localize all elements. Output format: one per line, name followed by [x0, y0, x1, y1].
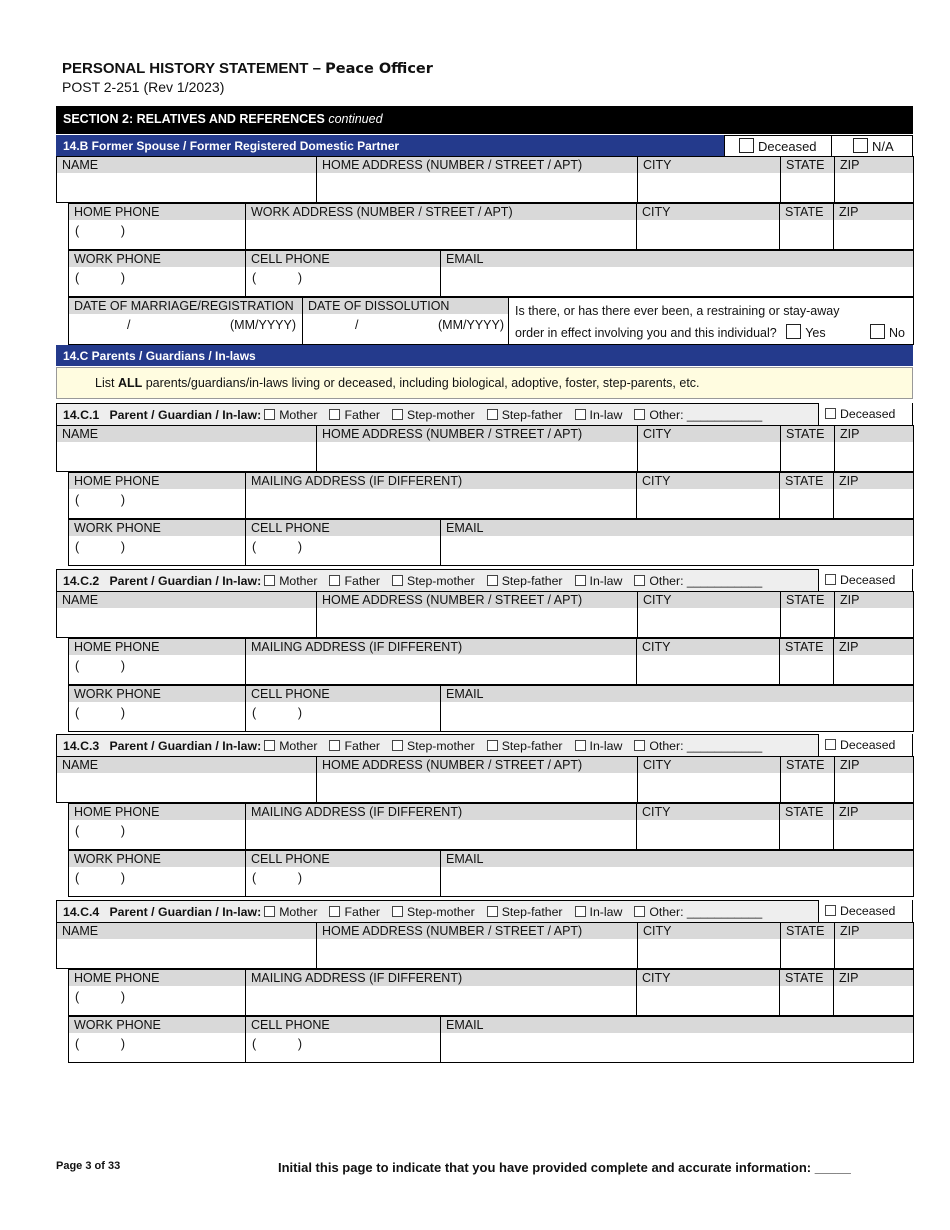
zip-field[interactable]: ZIP — [834, 970, 914, 1016]
checkbox-icon[interactable] — [825, 739, 836, 750]
parent-block-header: 14.C.2 Parent / Guardian / In-law: Mother Father Step-mother Step-father In-law Other: ___________ Deceased — [56, 569, 913, 591]
type-option-3[interactable]: Step-father — [487, 905, 563, 919]
checkbox-icon[interactable] — [264, 740, 275, 751]
checkbox-icon[interactable] — [575, 740, 586, 751]
parent-block-header: 14.C.4 Parent / Guardian / In-law: Mother Father Step-mother Step-father In-law Other: ___________ Deceased — [56, 900, 913, 922]
type-option-4[interactable]: In-law — [575, 739, 623, 753]
mailing-address-field[interactable]: MAILING ADDRESS (IF DIFFERENT) — [246, 804, 637, 850]
type-option-2[interactable]: Step-mother — [392, 739, 475, 753]
state-field[interactable]: STATE — [780, 204, 834, 250]
checkbox-icon[interactable] — [329, 740, 340, 751]
checkbox-icon[interactable] — [575, 575, 586, 586]
parent-row-1 — [56, 922, 914, 969]
city-field[interactable]: CITY — [637, 804, 780, 850]
city-field[interactable]: CITY — [637, 204, 780, 250]
checkbox-icon[interactable] — [575, 906, 586, 917]
type-option-2[interactable]: Step-mother — [392, 905, 475, 919]
date-of-dissolution-field[interactable]: DATE OF DISSOLUTION / (MM/YYYY) — [303, 298, 509, 345]
restraining-yes-option[interactable]: Yes — [786, 326, 825, 340]
mailing-address-field[interactable]: MAILING ADDRESS (IF DIFFERENT) — [246, 639, 637, 685]
type-option-5[interactable]: Other: ___________ — [634, 739, 762, 753]
state-field[interactable]: STATE — [780, 473, 834, 519]
parent-deceased-option[interactable]: Deceased — [818, 734, 912, 756]
email-field[interactable]: EMAIL — [441, 520, 914, 566]
parent-block-header: 14.C.1 Parent / Guardian / In-law: Mother Father Step-mother Step-father In-law Other: ___________ Deceased — [56, 403, 913, 425]
parent-row-3 — [68, 1016, 914, 1063]
type-option-5[interactable]: Other: ___________ — [634, 574, 762, 588]
checkbox-icon[interactable] — [264, 575, 275, 586]
cell-phone-field[interactable]: CELL PHONE ( ) — [246, 686, 441, 732]
state-field[interactable]: STATE — [781, 592, 835, 638]
checkbox-icon[interactable] — [264, 906, 275, 917]
initial-statement[interactable]: Initial this page to indicate that you have provided complete and accurate information: _____ — [278, 1160, 851, 1175]
checkbox-icon[interactable] — [487, 906, 498, 917]
zip-field[interactable]: ZIP — [835, 592, 914, 638]
page-number: Page 3 of 33 — [56, 1160, 121, 1172]
zip-field[interactable]: ZIP — [834, 639, 914, 685]
city-field[interactable]: CITY — [638, 923, 781, 969]
date-of-marriage-field[interactable]: DATE OF MARRIAGE/REGISTRATION / (MM/YYYY) — [69, 298, 303, 345]
home-phone-field[interactable]: HOME PHONE ( ) — [69, 804, 246, 850]
work-phone-field[interactable]: WORK PHONE ( ) — [69, 1017, 246, 1063]
mailing-address-field[interactable]: MAILING ADDRESS (IF DIFFERENT) — [246, 473, 637, 519]
type-option-1[interactable]: Father — [329, 905, 380, 919]
checkbox-icon[interactable] — [634, 409, 645, 420]
zip-field[interactable]: ZIP — [835, 923, 914, 969]
type-option-5[interactable]: Other: ___________ — [634, 408, 762, 422]
checkbox-icon[interactable] — [392, 740, 403, 751]
type-option-2[interactable]: Step-mother — [392, 574, 475, 588]
checkbox-icon[interactable] — [487, 740, 498, 751]
type-option-2[interactable]: Step-mother — [392, 408, 475, 422]
restraining-no-option[interactable]: No — [870, 322, 905, 344]
state-field[interactable]: STATE — [780, 970, 834, 1016]
city-field[interactable]: CITY — [638, 592, 781, 638]
city-field[interactable]: CITY — [637, 639, 780, 685]
work-phone-field[interactable]: WORK PHONE ( ) — [69, 851, 246, 897]
parent-row-3 — [68, 519, 914, 566]
type-option-5[interactable]: Other: ___________ — [634, 905, 762, 919]
checkbox-icon[interactable] — [825, 574, 836, 585]
checkbox-icon[interactable] — [825, 408, 836, 419]
checkbox-icon[interactable] — [786, 324, 801, 339]
checkbox-icon[interactable] — [329, 409, 340, 420]
home-phone-field[interactable]: HOME PHONE ( ) — [69, 204, 246, 250]
spouse-na-option[interactable]: N/A — [853, 138, 894, 154]
parents-section-header: 14.C Parents / Guardians / In-laws — [56, 345, 913, 366]
email-field[interactable]: EMAIL — [441, 251, 914, 297]
checkbox-icon[interactable] — [634, 740, 645, 751]
city-field[interactable]: CITY — [638, 426, 781, 472]
city-field[interactable]: CITY — [637, 970, 780, 1016]
cell-phone-field[interactable]: CELL PHONE ( ) — [246, 1017, 441, 1063]
parents-instruction: List ALL parents/guardians/in-laws living or deceased, including biological, adoptive, foster, step-parents, etc. — [56, 367, 913, 399]
parent-row-1 — [56, 756, 914, 803]
home-phone-field[interactable]: HOME PHONE ( ) — [69, 970, 246, 1016]
checkbox-icon[interactable] — [392, 906, 403, 917]
spouse-row-4 — [68, 297, 914, 345]
type-option-4[interactable]: In-law — [575, 905, 623, 919]
state-field[interactable]: STATE — [781, 157, 835, 203]
parent-row-2 — [68, 803, 914, 850]
cell-phone-field[interactable]: CELL PHONE ( ) — [246, 520, 441, 566]
parent-deceased-option[interactable]: Deceased — [818, 403, 912, 425]
home-phone-field[interactable]: HOME PHONE ( ) — [69, 639, 246, 685]
type-option-4[interactable]: In-law — [575, 574, 623, 588]
cell-phone-field[interactable]: CELL PHONE ( ) — [246, 851, 441, 897]
zip-field[interactable]: ZIP — [835, 426, 914, 472]
type-option-0[interactable]: Mother — [264, 408, 317, 422]
checkbox-icon[interactable] — [392, 409, 403, 420]
type-option-3[interactable]: Step-father — [487, 739, 563, 753]
checkbox-icon[interactable] — [739, 138, 754, 153]
parent-row-3 — [68, 685, 914, 732]
home-address-field[interactable]: HOME ADDRESS (NUMBER / STREET / APT) — [317, 426, 638, 472]
checkbox-icon[interactable] — [329, 575, 340, 586]
spouse-status-options — [724, 135, 913, 156]
type-option-0[interactable]: Mother — [264, 739, 317, 753]
checkbox-icon[interactable] — [329, 906, 340, 917]
parent-row-2 — [68, 969, 914, 1016]
checkbox-icon[interactable] — [870, 324, 885, 339]
mailing-address-field[interactable]: MAILING ADDRESS (IF DIFFERENT) — [246, 970, 637, 1016]
home-address-field[interactable]: HOME ADDRESS (NUMBER / STREET / APT) — [317, 757, 638, 803]
state-field[interactable]: STATE — [781, 757, 835, 803]
name-field[interactable]: NAME — [57, 923, 317, 969]
zip-field[interactable]: ZIP — [834, 473, 914, 519]
state-field[interactable]: STATE — [780, 639, 834, 685]
parent-deceased-option[interactable]: Deceased — [818, 569, 912, 591]
form-number: POST 2-251 (Rev 1/2023) — [62, 79, 225, 95]
type-option-1[interactable]: Father — [329, 739, 380, 753]
checkbox-icon[interactable] — [392, 575, 403, 586]
zip-field[interactable]: ZIP — [835, 757, 914, 803]
state-field[interactable]: STATE — [781, 923, 835, 969]
checkbox-icon[interactable] — [487, 409, 498, 420]
type-option-3[interactable]: Step-father — [487, 574, 563, 588]
cell-phone-field[interactable]: CELL PHONE ( ) — [246, 251, 441, 297]
parent-row-1 — [56, 425, 914, 472]
checkbox-icon[interactable] — [634, 906, 645, 917]
zip-field[interactable]: ZIP — [834, 804, 914, 850]
checkbox-icon[interactable] — [575, 409, 586, 420]
city-field[interactable]: CITY — [638, 157, 781, 203]
section-header: SECTION 2: RELATIVES AND REFERENCES continued — [56, 106, 913, 134]
email-field[interactable]: EMAIL — [441, 686, 914, 732]
spouse-row-2 — [68, 203, 914, 250]
type-option-1[interactable]: Father — [329, 574, 380, 588]
city-field[interactable]: CITY — [637, 473, 780, 519]
type-option-1[interactable]: Father — [329, 408, 380, 422]
checkbox-icon[interactable] — [487, 575, 498, 586]
email-field[interactable]: EMAIL — [441, 1017, 914, 1063]
name-field[interactable]: NAME — [57, 757, 317, 803]
work-address-field[interactable]: WORK ADDRESS (NUMBER / STREET / APT) — [246, 204, 637, 250]
restraining-order-question: Is there, or has there ever been, a restraining or stay-away order in effect involving you and this individual? Yes No — [509, 298, 914, 345]
home-phone-field[interactable]: HOME PHONE ( ) — [69, 473, 246, 519]
spouse-section-header: 14.B Former Spouse / Former Registered Domestic Partner Deceased N/A — [56, 135, 913, 156]
checkbox-icon[interactable] — [853, 138, 868, 153]
zip-field[interactable]: ZIP — [835, 157, 914, 203]
type-option-4[interactable]: In-law — [575, 408, 623, 422]
home-address-field[interactable]: HOME ADDRESS (NUMBER / STREET / APT) — [317, 923, 638, 969]
email-field[interactable]: EMAIL — [441, 851, 914, 897]
parent-deceased-option[interactable]: Deceased — [818, 900, 912, 922]
spouse-row-3 — [68, 250, 914, 297]
work-phone-field[interactable]: WORK PHONE ( ) — [69, 686, 246, 732]
parent-row-1 — [56, 591, 914, 638]
parent-row-3 — [68, 850, 914, 897]
name-field[interactable]: NAME — [57, 426, 317, 472]
state-field[interactable]: STATE — [780, 804, 834, 850]
parent-row-2 — [68, 638, 914, 685]
name-field[interactable]: NAME — [57, 592, 317, 638]
work-phone-field[interactable]: WORK PHONE ( ) — [69, 251, 246, 297]
work-phone-field[interactable]: WORK PHONE ( ) — [69, 520, 246, 566]
state-field[interactable]: STATE — [781, 426, 835, 472]
spouse-deceased-option[interactable]: Deceased — [739, 138, 817, 154]
city-field[interactable]: CITY — [638, 757, 781, 803]
checkbox-icon[interactable] — [264, 409, 275, 420]
parent-block-header: 14.C.3 Parent / Guardian / In-law: Mother Father Step-mother Step-father In-law Other: ___________ Deceased — [56, 734, 913, 756]
form-title: PERSONAL HISTORY STATEMENT – Peace Officer — [62, 60, 433, 77]
type-option-3[interactable]: Step-father — [487, 408, 563, 422]
type-option-0[interactable]: Mother — [264, 905, 317, 919]
type-option-0[interactable]: Mother — [264, 574, 317, 588]
checkbox-icon[interactable] — [634, 575, 645, 586]
spouse-row-1 — [56, 156, 914, 203]
zip-field[interactable]: ZIP — [834, 204, 914, 250]
name-field[interactable]: NAME — [57, 157, 317, 203]
checkbox-icon[interactable] — [825, 905, 836, 916]
home-address-field[interactable]: HOME ADDRESS (NUMBER / STREET / APT) — [317, 157, 638, 203]
home-address-field[interactable]: HOME ADDRESS (NUMBER / STREET / APT) — [317, 592, 638, 638]
parent-row-2 — [68, 472, 914, 519]
